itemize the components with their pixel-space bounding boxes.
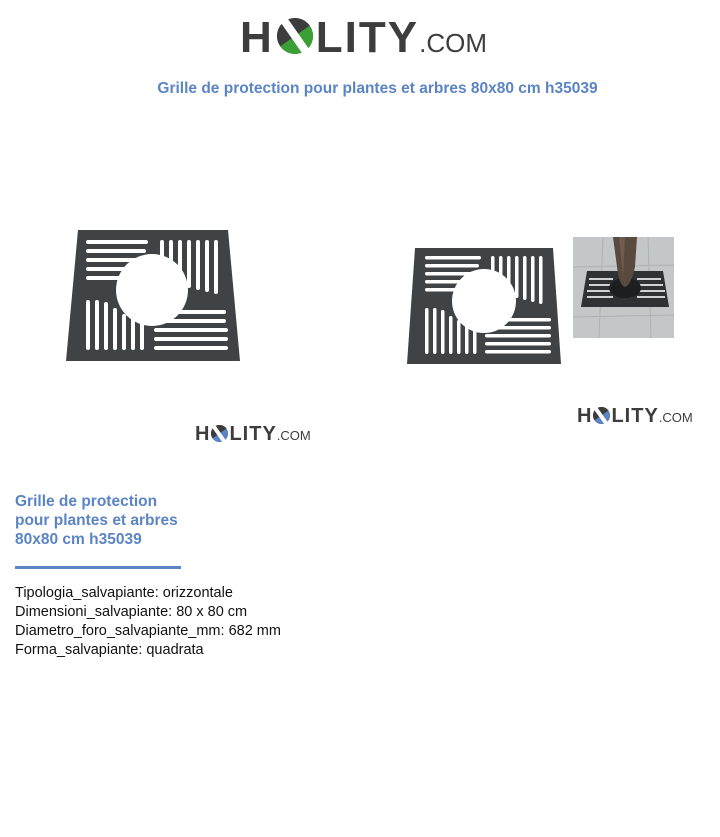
- tree-grate-icon: [64, 228, 242, 363]
- tree-photo-icon: [573, 237, 674, 338]
- logo-o-icon: [593, 407, 610, 424]
- logo-letters: LITY: [315, 13, 420, 62]
- logo-suffix: .COM: [419, 28, 487, 58]
- spec-dimensioni: Dimensioni_salvapiante: 80 x 80 cm: [15, 604, 248, 620]
- tree-grate-image-small[interactable]: [405, 246, 563, 366]
- tree-grate-icon: [405, 246, 563, 366]
- holity-logo[interactable]: [240, 14, 487, 67]
- logo-o-icon: [211, 425, 228, 442]
- watermark-logo-left: H LITY.COM: [195, 423, 311, 445]
- spec-forma: Forma_salvapiante: quadrata: [15, 642, 204, 658]
- page-title: Grille de protection pour plantes et arbres 80x80 cm h35039: [157, 80, 598, 97]
- logo-o-icon: [277, 18, 313, 54]
- heading-underline: [15, 566, 181, 569]
- product-specs: [15, 584, 281, 660]
- product-heading: Grille de protection pour plantes et arbres 80x80 cm h35039: [15, 493, 178, 548]
- tree-grate-installed-photo[interactable]: [573, 237, 674, 338]
- logo-letter-h: H: [240, 13, 274, 62]
- spec-tipologia: Tipologia_salvapiante: orizzontale: [15, 585, 233, 601]
- tree-grate-image[interactable]: [64, 228, 242, 363]
- spec-diametro: Diametro_foro_salvapiante_mm: 682 mm: [15, 623, 281, 639]
- watermark-logo-right: H LITY.COM: [577, 405, 693, 427]
